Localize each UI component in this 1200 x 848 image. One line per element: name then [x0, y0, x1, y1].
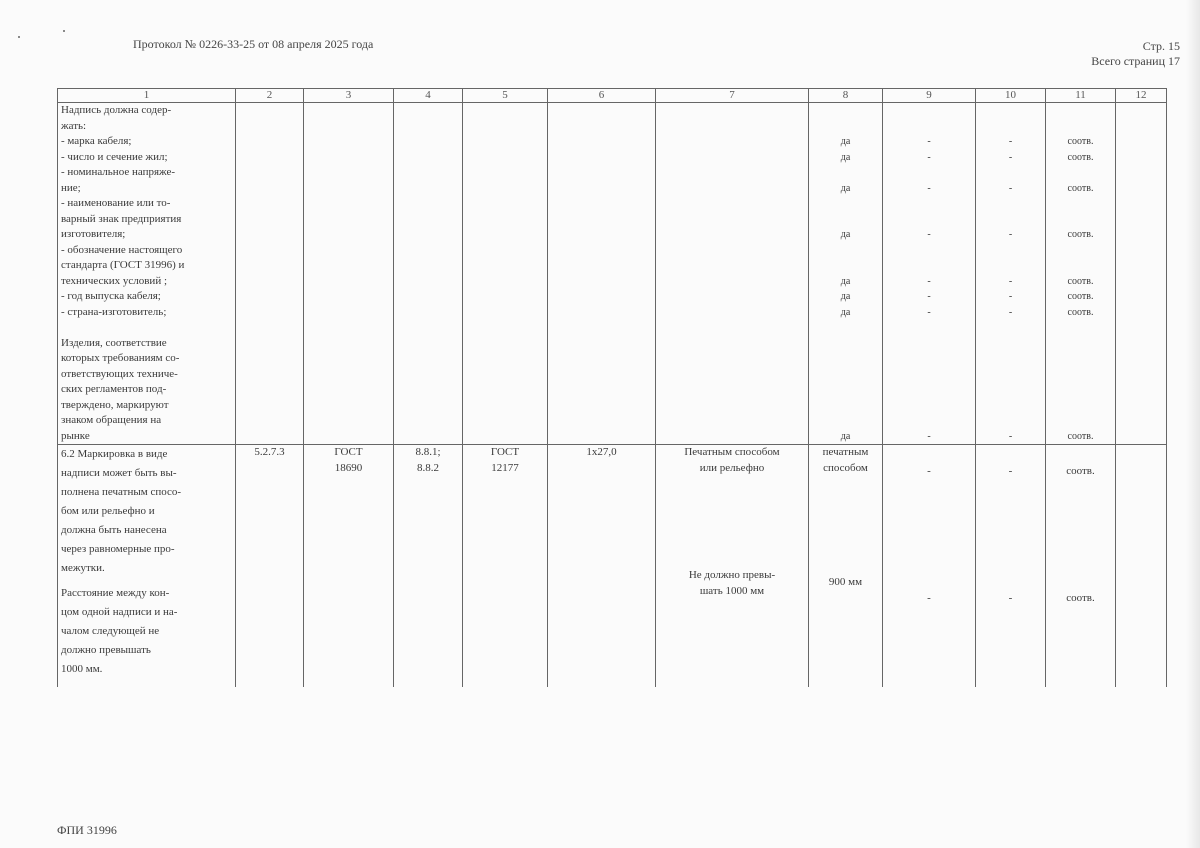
- conclusion-value: соотв.: [1067, 306, 1094, 318]
- result-cell: - -: [976, 445, 1046, 688]
- requirement-line: Расстояние между кон-: [61, 587, 170, 599]
- empty-line: [1049, 351, 1112, 367]
- column-header: 9: [883, 89, 976, 103]
- empty-line: [979, 398, 1042, 414]
- result-value: да: [840, 430, 851, 442]
- result-value: да: [840, 136, 851, 147]
- requirement-line: тверждено, маркируют: [61, 398, 169, 411]
- empty-line: [1049, 165, 1112, 181]
- empty-line: [979, 119, 1042, 135]
- column-header: 7: [656, 89, 809, 103]
- scan-speck: [18, 36, 20, 38]
- scan-edge-shadow: [1186, 0, 1200, 848]
- conclusion-value: соотв.: [1067, 229, 1094, 240]
- standard-cell: ГОСТ 18690: [304, 445, 394, 688]
- conclusion-value: соотв.: [1067, 151, 1094, 163]
- requirement-line: ние;: [61, 181, 81, 194]
- result-value: -: [927, 182, 931, 194]
- empty-line: [1049, 243, 1112, 259]
- sample-cell: 1x27,0: [548, 445, 656, 688]
- empty-line: [812, 165, 879, 181]
- empty-line: [979, 382, 1042, 398]
- empty-line: [812, 196, 879, 212]
- empty-line: [886, 413, 972, 429]
- result-value: -: [927, 306, 931, 318]
- empty-line: [1049, 196, 1112, 212]
- empty-line: [1049, 320, 1112, 336]
- empty-line: [979, 243, 1042, 259]
- empty-line: [886, 398, 972, 414]
- column-number-row: [58, 89, 1167, 103]
- document-footer: ФПИ 31996: [57, 823, 117, 837]
- method-standard-cell: ГОСТ 12177: [463, 445, 548, 688]
- requirement-text-a: [61, 445, 232, 578]
- empty-line: [812, 398, 879, 414]
- requirement-line: которых требованиям со-: [61, 352, 180, 364]
- requirement-line: - страна-изготовитель;: [61, 305, 167, 318]
- column-header: 3: [304, 89, 394, 103]
- result-value: да: [840, 151, 851, 163]
- empty-line: [1049, 258, 1112, 274]
- column-header: 2: [236, 89, 304, 103]
- conclusion-value: соотв.: [1067, 430, 1094, 442]
- requirement-line: знаком обращения на: [61, 414, 162, 426]
- empty-line: [1049, 382, 1112, 398]
- result-value: да: [840, 275, 851, 287]
- requirement-line: ских регламентов под-: [61, 383, 167, 395]
- column-header: 4: [394, 89, 463, 103]
- requirement-line: должна быть нанесена: [61, 524, 167, 536]
- result-value: -: [927, 291, 931, 302]
- requirement-line: межутки.: [61, 562, 105, 574]
- result-value: -: [1008, 306, 1013, 318]
- empty-line: [1049, 336, 1112, 352]
- total-pages: Всего страниц 17: [1091, 54, 1180, 68]
- conclusion-cell: соотв. соотв.: [1046, 445, 1116, 688]
- requirement-cell: [58, 103, 236, 445]
- empty-line: [886, 243, 972, 259]
- empty-line: [979, 413, 1042, 429]
- empty-line: [979, 212, 1042, 228]
- empty-line: [886, 119, 972, 135]
- empty-line: [886, 382, 972, 398]
- requirement-line: ответствующих техниче-: [61, 367, 178, 380]
- result-cell: [976, 103, 1046, 445]
- empty-line: [886, 196, 972, 212]
- requirement-line: рынке: [61, 429, 90, 442]
- empty-line: [886, 165, 972, 181]
- result-value: да: [840, 291, 851, 302]
- requirement-line: 1000 мм.: [61, 663, 103, 675]
- requirement-line: жать:: [61, 119, 87, 132]
- empty-line: [979, 367, 1042, 383]
- page-counter: [1091, 39, 1180, 69]
- empty-line: [812, 382, 879, 398]
- conclusion-value: соотв.: [1067, 136, 1094, 147]
- result-value: -: [1008, 182, 1013, 194]
- result-value: -: [927, 430, 931, 442]
- result-value: -: [1008, 151, 1013, 163]
- empty-line: [812, 119, 879, 135]
- requirement-line: чалом следующей не: [61, 625, 160, 637]
- column-header: 8: [809, 89, 883, 103]
- empty-line: [979, 336, 1042, 352]
- empty-line: [812, 103, 879, 119]
- empty-line: [886, 351, 972, 367]
- empty-line: [812, 320, 879, 336]
- test-results-table: [57, 88, 1167, 687]
- column-header: 10: [976, 89, 1046, 103]
- result-value: -: [1008, 229, 1013, 240]
- requirement-line: технических условий ;: [61, 274, 168, 287]
- result-value: -: [927, 136, 931, 147]
- requirement-line: варный знак предприятия: [61, 212, 182, 225]
- empty-line: [979, 258, 1042, 274]
- empty-line: [979, 351, 1042, 367]
- requirement-line: через равномерные про-: [61, 543, 175, 555]
- result-value: -: [927, 151, 931, 163]
- empty-line: [979, 196, 1042, 212]
- conclusion-value: соотв.: [1067, 291, 1094, 302]
- requirement-text-b: [61, 584, 232, 679]
- empty-line: [979, 103, 1042, 119]
- empty-line: [812, 336, 879, 352]
- result-value: -: [927, 229, 931, 240]
- norm-cell: Печатным способом или рельефно Не должно превы- шать 1000 мм: [656, 445, 809, 688]
- conclusion-value: соотв.: [1067, 275, 1094, 287]
- result-value: -: [1008, 275, 1013, 287]
- result-value: -: [1008, 136, 1013, 147]
- table-row-marking-method: [58, 445, 1167, 688]
- empty-line: [886, 103, 972, 119]
- requirement-line: должно превышать: [61, 644, 151, 656]
- requirement-line: Изделия, соответствие: [61, 336, 167, 349]
- result-value: да: [840, 182, 851, 194]
- result-value: -: [927, 275, 931, 287]
- requirement-line: цом одной надписи и на-: [61, 606, 178, 618]
- conclusion-value: соотв.: [1067, 182, 1094, 194]
- column-header: 6: [548, 89, 656, 103]
- requirement-line: изготовителя;: [61, 228, 126, 240]
- empty-line: [979, 165, 1042, 181]
- empty-line: [812, 413, 879, 429]
- empty-line: [812, 351, 879, 367]
- empty-line: [1049, 367, 1112, 383]
- protocol-header: Протокол № 0226-33-25 от 08 апреля 2025 года: [133, 37, 374, 51]
- empty-line: [812, 243, 879, 259]
- empty-line: [1049, 212, 1112, 228]
- result-value: да: [840, 229, 851, 240]
- empty-line: [886, 320, 972, 336]
- requirement-line: - обозначение настоящего: [61, 243, 183, 256]
- empty-line: [812, 367, 879, 383]
- conclusion-cell: [1046, 103, 1116, 445]
- empty-line: [1049, 103, 1112, 119]
- empty-line: [979, 320, 1042, 336]
- result-value: -: [1008, 430, 1013, 442]
- empty-line: [1049, 119, 1112, 135]
- requirement-cell: [58, 445, 236, 688]
- requirement-line: [61, 320, 232, 336]
- empty-line: [812, 212, 879, 228]
- result-cell: [809, 103, 883, 445]
- requirement-line: 6.2 Маркировка в виде: [61, 448, 168, 460]
- requirement-line: - наименование или то-: [61, 197, 171, 209]
- column-header: 1: [58, 89, 236, 103]
- requirement-line: - номинальное напряже-: [61, 166, 176, 178]
- clause-cell: 5.2.7.3: [236, 445, 304, 688]
- page-number: Стр. 15: [1142, 39, 1180, 53]
- requirement-line: Надпись должна содер-: [61, 104, 172, 116]
- scan-speck: [63, 30, 65, 32]
- result-value: да: [840, 306, 851, 318]
- empty-line: [886, 336, 972, 352]
- requirement-line: бом или рельефно и: [61, 505, 155, 517]
- result-cell: печатным способом 900 мм: [809, 445, 883, 688]
- column-header: 11: [1046, 89, 1116, 103]
- requirement-line: - год выпуска кабеля;: [61, 290, 161, 302]
- requirement-line: - число и сечение жил;: [61, 150, 168, 163]
- result-value: -: [1008, 291, 1013, 302]
- requirement-line: полнена печатным спосо-: [61, 486, 182, 498]
- method-clause-cell: 8.8.1; 8.8.2: [394, 445, 463, 688]
- empty-line: [886, 258, 972, 274]
- empty-line: [1049, 413, 1112, 429]
- requirement-line: стандарта (ГОСТ 31996) и: [61, 259, 185, 271]
- column-header: 12: [1116, 89, 1167, 103]
- requirement-line: - марка кабеля;: [61, 135, 132, 147]
- empty-line: [886, 367, 972, 383]
- empty-line: [1049, 398, 1112, 414]
- result-cell: - -: [883, 445, 976, 688]
- requirement-line: надписи может быть вы-: [61, 467, 177, 479]
- result-cell: [883, 103, 976, 445]
- empty-line: [886, 212, 972, 228]
- empty-line: [812, 258, 879, 274]
- table-row-marking-content: [58, 103, 1167, 445]
- column-header: 5: [463, 89, 548, 103]
